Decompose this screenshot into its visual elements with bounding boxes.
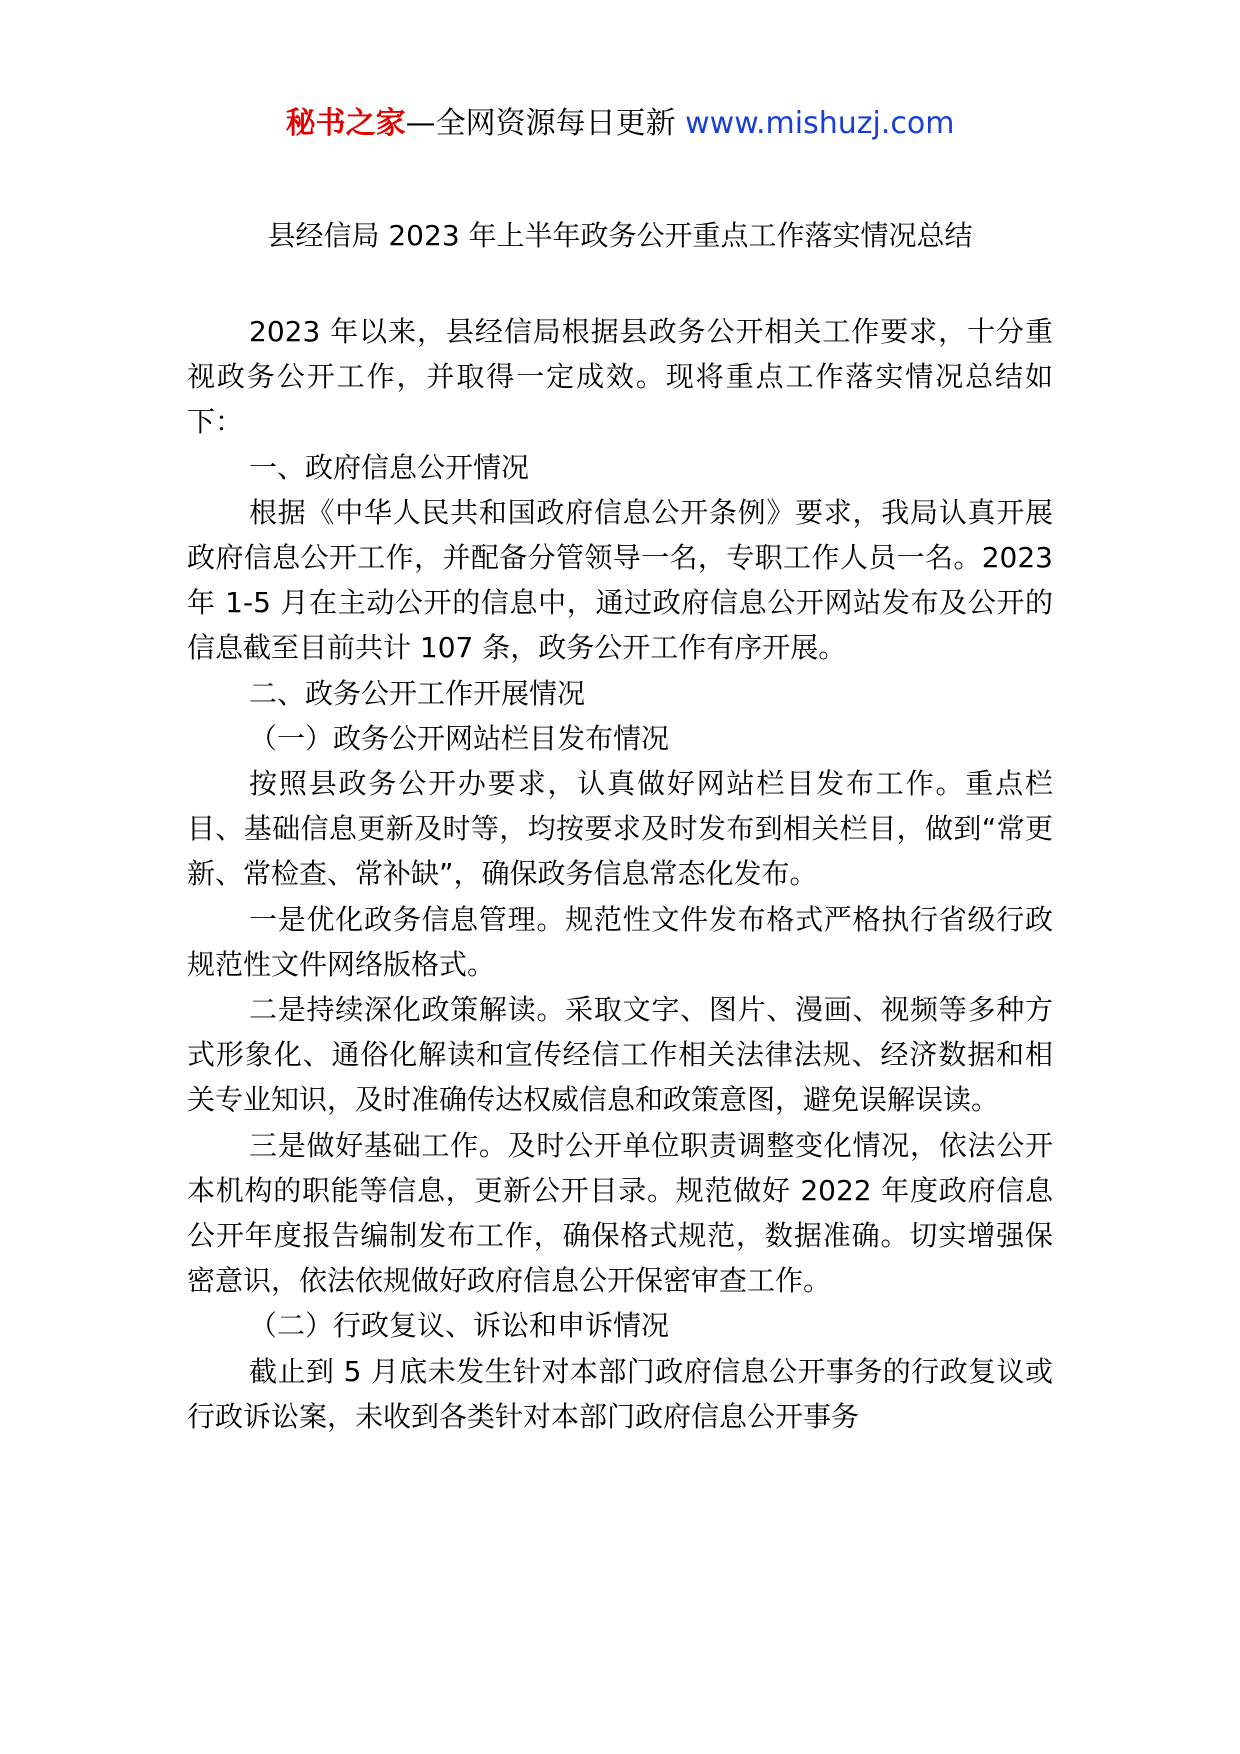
document-body	[187, 309, 1053, 1439]
subsection-heading-1: （一）政务公开网站栏目发布情况	[249, 721, 670, 755]
site-brand: 秘书之家	[285, 106, 406, 141]
paragraph-intro: 2023 年以来，县经信局根据县政务公开相关工作要求，十分重视政务公开工作，并取得一定成效。现将重点工作落实情况总结如下：	[187, 315, 1053, 439]
document-title: 县经信局 2023 年上半年政务公开重点工作落实情况总结	[267, 219, 973, 252]
paragraph-info-disclosure: 根据《中华人民共和国政府信息公开条例》要求，我局认真开展政府信息公开工作，并配备分管领导一名，专职工作人员一名。2023 年 1-5 月在主动公开的信息中，通过政府信息公开网站发布及公开的信息截至目前共计 107 条，政务公开工作有序开展。	[187, 495, 1053, 665]
subsection-heading-2: （二）行政复议、诉讼和申诉情况	[249, 1309, 670, 1343]
site-slogan: —全网资源每日更新	[405, 106, 686, 141]
paragraph-review-litigation: 截止到 5 月底未发生针对本部门政府信息公开事务的行政复议或行政诉讼案，未收到各类针对本部门政府信息公开事务	[187, 1354, 1053, 1433]
paragraph-point-one: 一是优化政务信息管理。规范性文件发布格式严格执行省级行政规范性文件网络版格式。	[187, 902, 1053, 981]
paragraph-point-three: 三是做好基础工作。及时公开单位职责调整变化情况，依法公开本机构的职能等信息，更新公开目录。规范做好 2022 年度政府信息公开年度报告编制发布工作，确保格式规范，数据准确。切实增强保密意识，依法依规做好政府信息公开保密审查工作。	[187, 1128, 1053, 1298]
site-url-link[interactable]: www.mishuzj.com	[685, 106, 955, 141]
site-header	[0, 98, 1240, 150]
paragraph-website-columns: 按照县政务公开办要求，认真做好网站栏目发布工作。重点栏目、基础信息更新及时等，均按要求及时发布到相关栏目，做到“常更新、常检查、常补缺”，确保政务信息常态化发布。	[187, 767, 1053, 891]
paragraph-point-two: 二是持续深化政策解读。采取文字、图片、漫画、视频等多种方式形象化、通俗化解读和宣传经信工作相关法律法规、经济数据和相关专业知识，及时准确传达权威信息和政策意图，避免误解误读。	[187, 993, 1053, 1117]
section-heading-1: 一、政府信息公开情况	[249, 450, 530, 484]
section-heading-2: 二、政务公开工作开展情况	[249, 676, 586, 710]
